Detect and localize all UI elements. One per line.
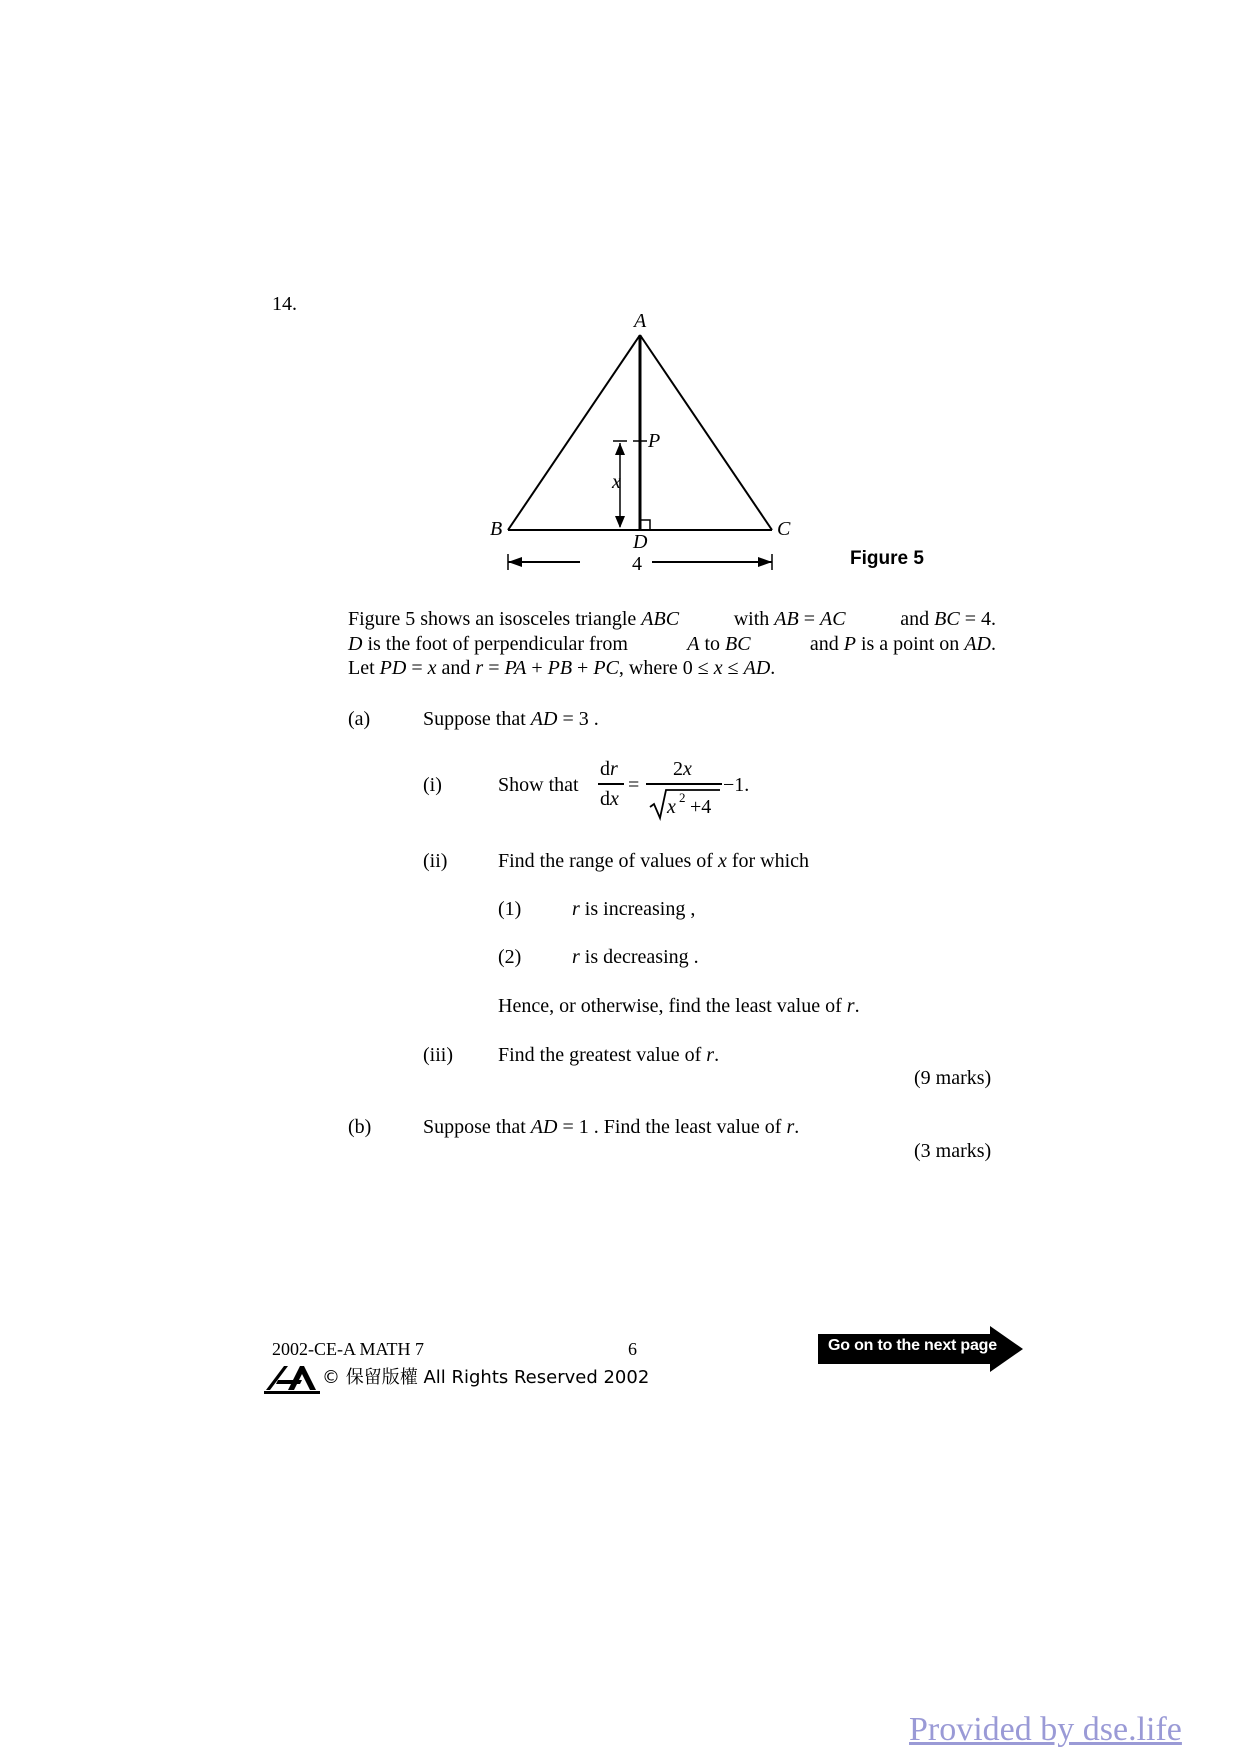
part-a-ii-hence: Hence, or otherwise, find the least value of r. <box>498 995 860 1017</box>
rhs-numerator: 2x <box>673 758 692 780</box>
part-a-label: (a) <box>348 708 371 730</box>
intro-line-1: Figure 5 shows an isosceles triangle ABC with AB = AC and BC = 4. <box>348 608 996 630</box>
part-a-ii-1-label: (1) <box>498 898 522 920</box>
label-p: P <box>648 430 661 452</box>
part-a-ii-text: Find the range of values of x for which <box>498 850 810 872</box>
hkeaa-logo-icon <box>262 1360 322 1396</box>
part-b-text: Suppose that AD = 1 . Find the least value of r. <box>423 1116 800 1138</box>
sqrt-icon <box>648 787 728 821</box>
label-a: A <box>634 310 647 332</box>
part-a-ii-2-text: r is decreasing . <box>572 946 699 968</box>
part-a-ii-label: (ii) <box>423 850 448 872</box>
part-a-ii-1-text: r is increasing , <box>572 898 696 920</box>
rhs-den-rest: +4 <box>690 796 712 818</box>
equals-sign: = <box>628 774 640 796</box>
footer-page-number: 6 <box>628 1339 637 1359</box>
question-number: 14. <box>272 293 297 315</box>
x-arrow-head-down <box>615 516 625 528</box>
label-b: B <box>490 518 503 540</box>
rhs-suffix: −1. <box>723 774 750 796</box>
part-a-iii-label: (iii) <box>423 1044 453 1066</box>
part-b-marks: (3 marks) <box>914 1140 992 1162</box>
lhs-denominator: dx <box>600 788 619 810</box>
footer-copyright: © 保留版權 All Rights Reserved 2002 <box>322 1367 650 1388</box>
figure-caption: Figure 5 <box>850 548 924 569</box>
intro-line-2: D is the foot of perpendicular from A to BC and P is a point on AD. <box>348 633 996 655</box>
label-base-length: 4 <box>632 553 642 575</box>
part-a-i-prefix: Show that <box>498 774 579 796</box>
next-page-label: Go on to the next page <box>828 1337 997 1354</box>
part-a-text: Suppose that AD = 3 . <box>423 708 599 730</box>
part-a-iii-text: Find the greatest value of r. <box>498 1044 720 1066</box>
rhs-den-exp: 2 <box>679 790 686 805</box>
footer-code: 2002-CE-A MATH 7 <box>272 1339 424 1359</box>
part-a-ii-2-label: (2) <box>498 946 522 968</box>
part-a-marks: (9 marks) <box>914 1067 992 1089</box>
lhs-numerator: dr <box>600 758 618 780</box>
label-d: D <box>633 531 648 553</box>
intro-line-3: Let PD = x and r = PA + PB + PC, where 0 ≤ x ≤ AD. <box>348 657 776 679</box>
next-page-button[interactable] <box>818 1326 1023 1372</box>
label-c: C <box>777 518 791 540</box>
x-arrow-head-up <box>615 443 625 455</box>
provided-by-link[interactable]: Provided by dse.life <box>909 1711 1182 1748</box>
part-b-label: (b) <box>348 1116 372 1138</box>
label-x: x <box>612 471 621 493</box>
part-a-i-label: (i) <box>423 774 442 796</box>
rhs-den-var: x <box>667 796 676 818</box>
